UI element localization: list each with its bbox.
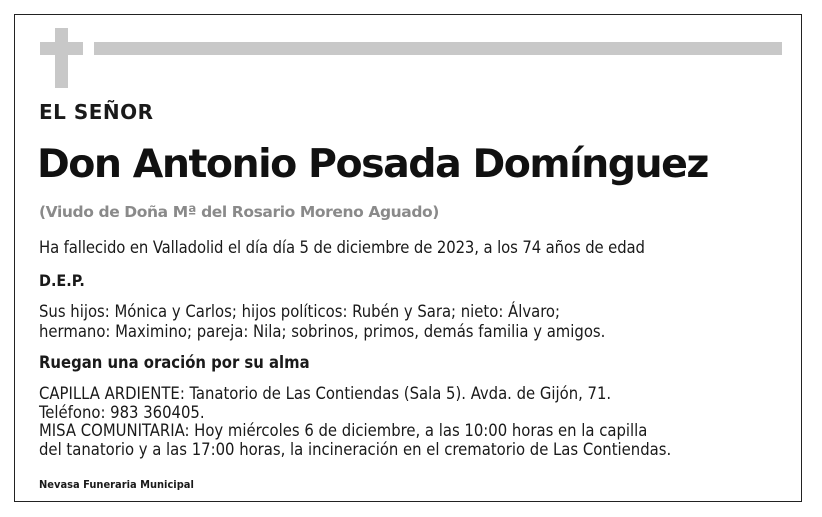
detail-line: MISA COMUNITARIA: Hoy miércoles 6 de diciembre, a las 10:00 horas en la capilla: [39, 421, 648, 440]
detail-line: Teléfono: 983 360405.: [39, 402, 205, 422]
family-list: [39, 302, 779, 342]
cross-icon: [55, 28, 68, 88]
detail-line: CAPILLA ARDIENTE: Tanatorio de Las Contiendas (Sala 5). Avda. de Gijón, 71.: [39, 384, 612, 403]
dep-label: D.E.P.: [39, 271, 85, 290]
service-details: [39, 385, 799, 459]
title-prefix: EL SEÑOR: [39, 100, 154, 124]
family-line: Sus hijos: Mónica y Carlos; hijos políticos: Rubén y Sara; nieto: Álvaro;: [39, 302, 561, 321]
cross-icon-arm: [40, 42, 83, 55]
header-bar: [94, 42, 782, 55]
funeral-home: Nevasa Funeraria Municipal: [39, 478, 194, 491]
family-line: hermano: Maximino; pareja: Nila; sobrinos, primos, demás familia y amigos.: [39, 322, 606, 341]
widower-subtitle: (Viudo de Doña Mª del Rosario Moreno Aguado): [39, 203, 439, 221]
deceased-name: Don Antonio Posada Domínguez: [37, 141, 708, 187]
death-notice: Ha fallecido en Valladolid el día día 5 de diciembre de 2023, a los 74 años de edad: [39, 238, 645, 257]
detail-line: del tanatorio y a las 17:00 horas, la incineración en el crematorio de Las Contiendas.: [39, 439, 672, 459]
prayer-request: Ruegan una oración por su alma: [39, 353, 310, 372]
